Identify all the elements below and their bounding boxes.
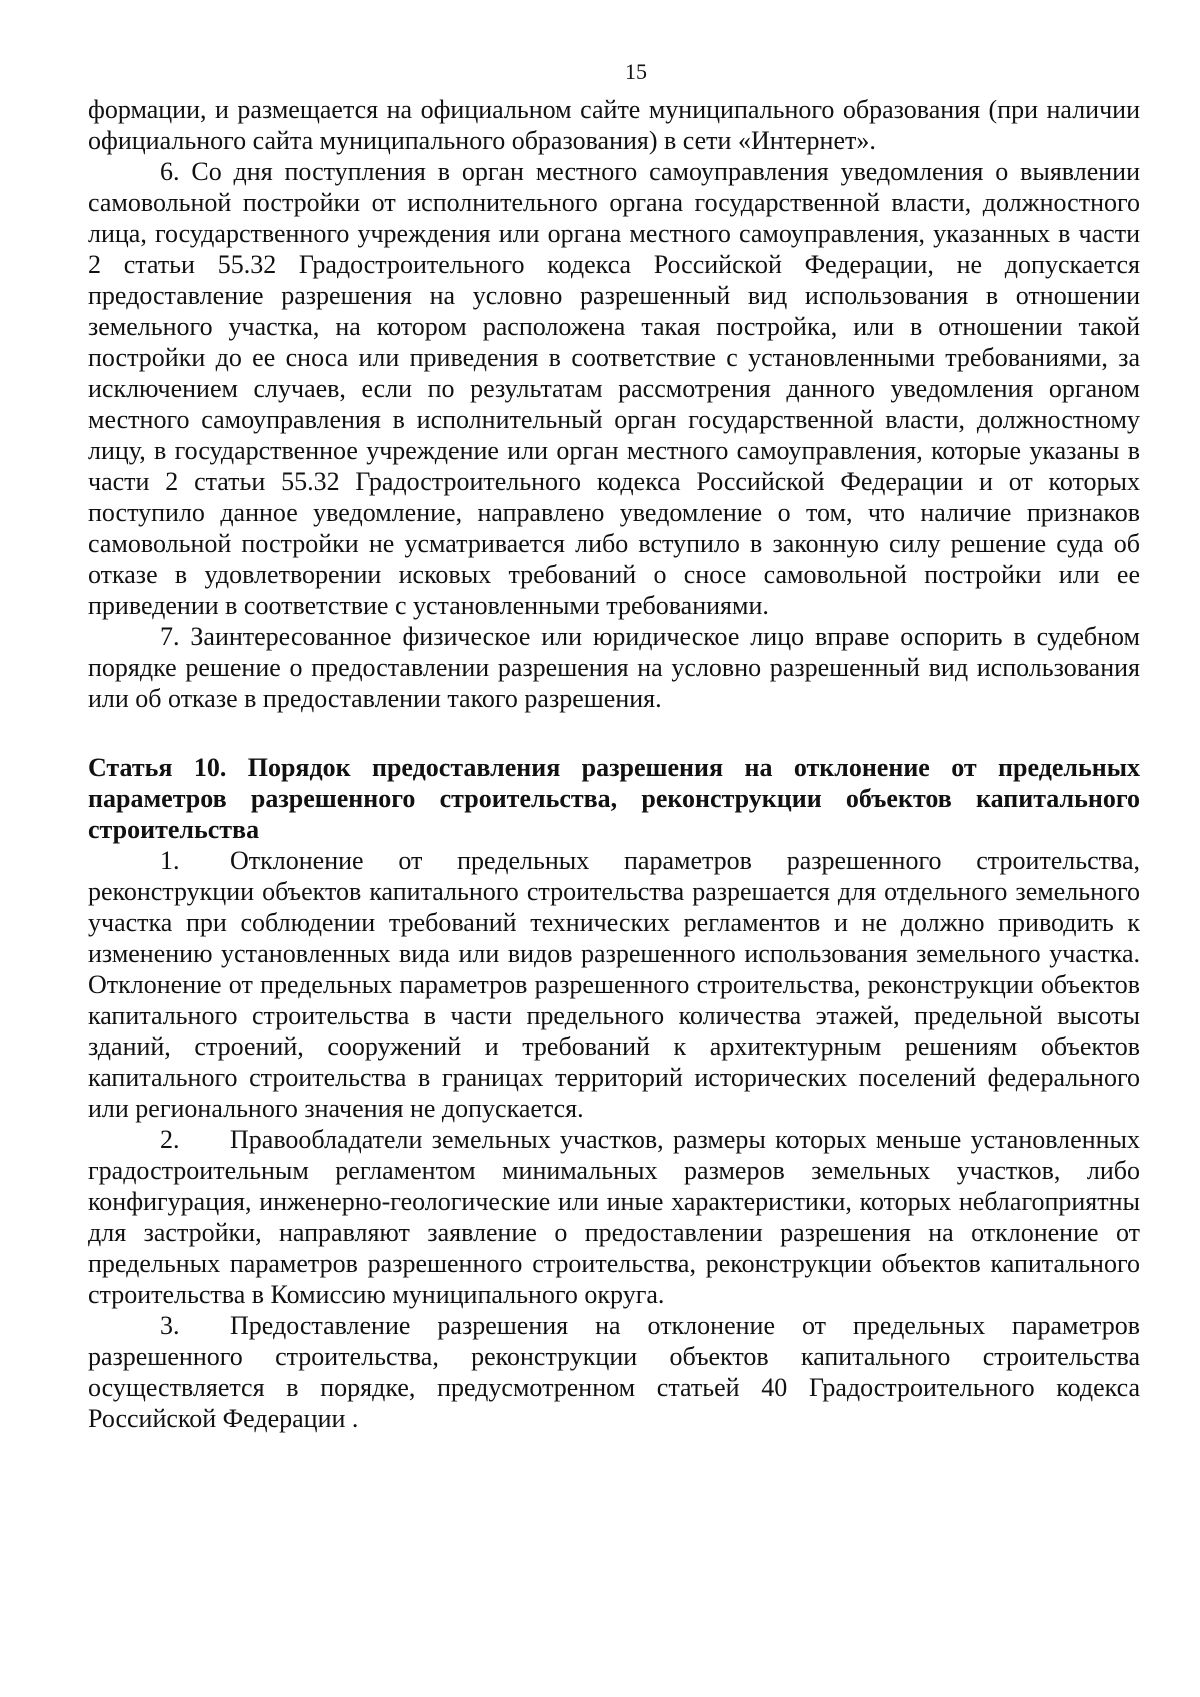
article-item-1 bbox=[88, 845, 1140, 1124]
item-number: 1. bbox=[160, 846, 180, 875]
paragraph-item-6: 6. Со дня поступления в орган местного самоуправления уведомления о выявлении самовольной постройки от исполнительного органа государственной власти, должностного лица, государственного учреждения или органа местного самоуправления, указанных в части 2 статьи 55.32 Градостроительного кодекса Российской Федерации, не допускается предоставление разрешения на условно разрешенный вид использования в отношении земельного участка, на котором расположена такая постройка, или в отношении такой постройки до ее сноса или приведения в соответствие с установленными требованиями, за исключением случаев, если по результатам рассмотрения данного уведомления органом местного самоуправления в исполнительный орган государственной власти, должностному лицу, в государственное учреждение или орган местного самоуправления, которые указаны в части 2 статьи 55.32 Градостроительного кодекса Российской Федерации и от которых поступило данное уведомление, направлено уведомление о том, что наличие признаков самовольной постройки не усматривается либо вступило в законную силу решение суда об отказе в удовлетворении исковых требований о сносе самовольной постройки или ее приведении в соответствие с установленными требованиями. bbox=[88, 157, 1140, 620]
item-text: Правообладатели земельных участков, размеры которых меньше установленных градостроительным регламентом минимальных размеров земельных участков, либо конфигурация, инженерно-геологические или иные характеристики, которых неблагоприятны для застройки, направляют заявление о предоставлении разрешения на отклонение от предельных параметров разрешенного строительства, реконструкции объектов капитального строительства в Комиссию муниципального округа. bbox=[88, 1125, 1140, 1309]
page-number: 15 bbox=[625, 59, 647, 84]
item-number: 3. bbox=[160, 1311, 180, 1340]
paragraph-item-7: 7. Заинтересованное физическое или юридическое лицо вправе оспорить в судебном порядке решение о предоставлении разрешения на условно разрешенный вид использования или об отказе в предоставлении такого разрешения. bbox=[88, 622, 1140, 713]
article-item-2 bbox=[88, 1124, 1140, 1310]
item-text: Предоставление разрешения на отклонение от предельных параметров разрешенного строительства, реконструкции объектов капитального строительства осуществляется в порядке, предусмотренном статьей 40 Градостроительного кодекса Российской Федерации . bbox=[88, 1311, 1140, 1433]
paragraph-continuation: формации, и размещается на официальном сайте муниципального образования (при наличии официального сайта муниципального образования) в сети «Интернет». bbox=[88, 95, 1140, 155]
item-number: 2. bbox=[160, 1125, 180, 1154]
document-page bbox=[88, 58, 1140, 1434]
article-heading: Статья 10. Порядок предоставления разрешения на отклонение от предельных параметров разрешенного строительства, реконструкции объектов капитального строительства bbox=[88, 753, 1140, 844]
article-item-3 bbox=[88, 1310, 1140, 1434]
item-text: Отклонение от предельных параметров разрешенного строительства, реконструкции объектов капитального строительства разрешается для отдельного земельного участка при соблюдении требований технических регламентов и не должно приводить к изменению установленных вида или видов разрешенного использования земельного участка. Отклонение от предельных параметров разрешенного строительства, реконструкции объектов капитального строительства в части предельного количества этажей, предельной высоты зданий, строений, сооружений и требований к архитектурным решениям объектов капитального строительства в границах территорий исторических поселений федерального или регионального значения не допускается. bbox=[88, 846, 1140, 1123]
